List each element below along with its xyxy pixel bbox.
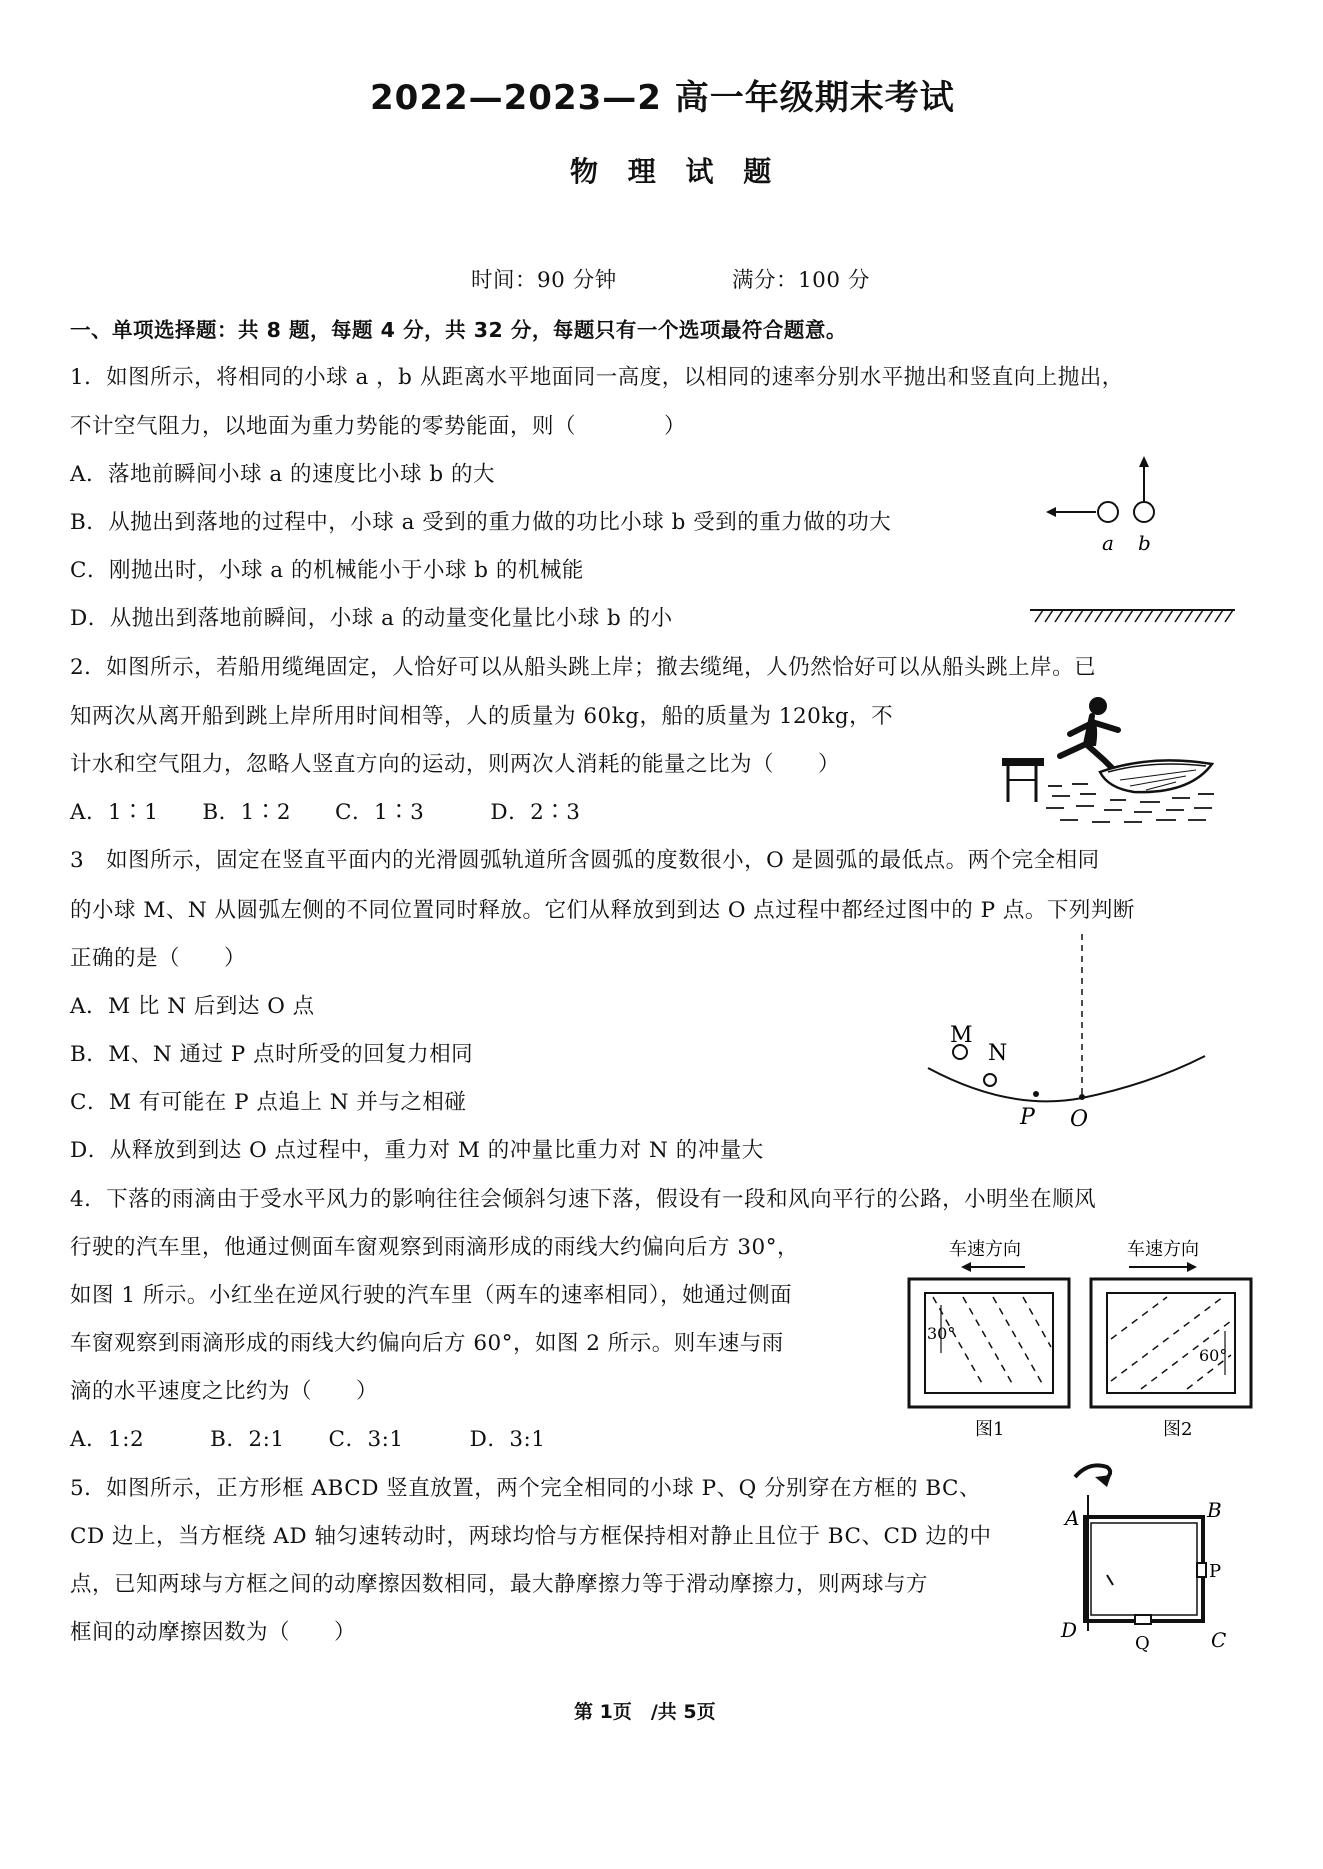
- label-o: O: [1070, 1107, 1089, 1130]
- q3-stem-line2: 的小球 M、N 从圆弧左侧的不同位置同时释放。它们从释放到到达 O 点过程中都经过图中的 P 点。下列判断: [70, 898, 1135, 923]
- q1-option-c: C．刚抛出时，小球 a 的机械能小于小球 b 的机械能: [70, 558, 584, 583]
- q3-stem-line1: 3 如图所示，固定在竖直平面内的光滑圆弧轨道所含圆弧的度数很小，O 是圆弧的最低点。两个完全相同: [70, 848, 1100, 873]
- q3-option-c: C．M 有可能在 P 点追上 N 并与之相碰: [70, 1090, 467, 1115]
- q5-figure: [1055, 1455, 1245, 1665]
- q3-option-b: B．M、N 通过 P 点时所受的回复力相同: [70, 1042, 474, 1067]
- q1-option-a: A．落地前瞬间小球 a 的速度比小球 b 的大: [70, 462, 495, 487]
- q4-stem-line4: 车窗观察到雨滴形成的雨线大约偏向后方 60°，如图 2 所示。则车速与雨: [70, 1331, 784, 1356]
- ball-q: [1135, 1615, 1151, 1624]
- fig2-angle-label: 60°: [1199, 1346, 1228, 1365]
- q2-options: A．1∶1 B．1∶2 C．1∶3 D．2∶3: [70, 800, 581, 825]
- q5-stem-line2: CD 边上，当方框绕 AD 轴匀速转动时，两球均恰与方框保持相对静止且位于 BC、CD 边的中: [70, 1524, 992, 1549]
- q1-stem-line2: 不计空气阻力，以地面为重力势能的零势能面，则（ ）: [70, 414, 687, 439]
- q3-figure: [920, 930, 1220, 1130]
- ball-n: [984, 1074, 996, 1086]
- label-n: N: [988, 1041, 1008, 1066]
- fig1-angle-label: 30°: [927, 1324, 956, 1343]
- q2-stem-line1: 2．如图所示，若船用缆绳固定，人恰好可以从船头跳上岸；撤去缆绳，人仍然恰好可以从船头跳上岸。已: [70, 655, 1097, 680]
- q5-stem-line1: 5．如图所示，正方形框 ABCD 竖直放置，两个完全相同的小球 P、Q 分别穿在方框的 BC、: [70, 1476, 982, 1501]
- q5-stem-line4: 框间的动摩擦因数为（ ）: [70, 1620, 357, 1645]
- label-b: B: [1207, 1498, 1222, 1522]
- label-c: C: [1211, 1628, 1227, 1652]
- ball-b: [1134, 502, 1154, 522]
- label-m: M: [950, 1023, 973, 1048]
- person-head: [1089, 697, 1107, 715]
- q4-stem-line1: 4．下落的雨滴由于受水平风力的影响往往会倾斜匀速下落，假设有一段和风向平行的公路，小明坐在顺风: [70, 1187, 1097, 1212]
- label-a: A: [1065, 1506, 1080, 1530]
- fig2-direction-label: 车速方向: [1127, 1239, 1199, 1260]
- fig1-caption: 图1: [975, 1419, 1005, 1440]
- label-p: P: [1209, 1561, 1222, 1582]
- fig2-caption: 图2: [1163, 1419, 1193, 1440]
- q1-option-d: D．从抛出到落地前瞬间，小球 a 的动量变化量比小球 b 的小: [70, 606, 673, 631]
- q5-stem-line3: 点，已知两球与方框之间的动摩擦因数相同，最大静摩擦力等于滑动摩擦力，则两球与方: [70, 1572, 929, 1597]
- page-number: 第 1页 /共 5页: [574, 1701, 716, 1723]
- q4-stem-line3: 如图 1 所示。小红坐在逆风行驶的汽车里（两车的速率相同），她通过侧面: [70, 1283, 793, 1308]
- q3-option-a: A．M 比 N 后到达 O 点: [70, 994, 315, 1019]
- q2-figure: [1000, 690, 1220, 830]
- fig1-direction-label: 车速方向: [949, 1239, 1021, 1260]
- label-a: a: [1102, 531, 1114, 555]
- q4-figures: [905, 1235, 1260, 1450]
- q1-stem-line1: 1．如图所示，将相同的小球 a ，b 从距离水平地面同一高度，以相同的速率分别水平抛出和竖直向上抛出，: [70, 365, 1124, 390]
- q3-stem-line3: 正确的是（ ）: [70, 946, 247, 971]
- point-o: [1079, 1094, 1085, 1100]
- fig2-rain-lines: [1111, 1297, 1231, 1389]
- fig2-window-inner: [1107, 1293, 1235, 1393]
- label-p: P: [1020, 1105, 1035, 1130]
- q2-stem-line3: 计水和空气阻力，忽略人竖直方向的运动，则两次人消耗的能量之比为（ ）: [70, 752, 841, 777]
- exam-full-score: 满分：100 分: [732, 268, 870, 293]
- exam-time: 时间：90 分钟: [471, 268, 617, 293]
- q4-options: A．1:2 B．2:1 C．3:1 D．3:1: [70, 1427, 546, 1452]
- exam-subject: 物 理 试 题: [570, 155, 782, 188]
- q4-stem-line5: 滴的水平速度之比约为（ ）: [70, 1379, 379, 1404]
- ground-hatch: [1035, 610, 1233, 622]
- q1-figure: [1030, 450, 1240, 630]
- arc-track: [928, 1056, 1205, 1101]
- label-d: D: [1061, 1618, 1078, 1642]
- q4-stem-line2: 行驶的汽车里，他通过侧面车窗观察到雨滴形成的雨线大约偏向后方 30°，: [70, 1235, 799, 1260]
- point-p: [1033, 1091, 1039, 1097]
- label-q: Q: [1135, 1633, 1150, 1654]
- q3-option-d: D．从释放到到达 O 点过程中，重力对 M 的冲量比重力对 N 的冲量大: [70, 1138, 764, 1163]
- square-frame: [1085, 1517, 1203, 1621]
- label-b: b: [1138, 531, 1151, 555]
- fig2-window-outer: [1091, 1279, 1251, 1407]
- q1-option-b: B．从抛出到落地的过程中，小球 a 受到的重力做的功比小球 b 受到的重力做的功大: [70, 510, 892, 535]
- exam-title: 2022—2023—2 高一年级期末考试: [370, 78, 955, 118]
- section-heading: 一、单项选择题：共 8 题，每题 4 分，共 32 分，每题只有一个选项最符合题意。: [70, 318, 847, 342]
- ball-p: [1197, 1563, 1206, 1577]
- ball-a: [1098, 502, 1118, 522]
- q2-stem-line2: 知两次从离开船到跳上岸所用时间相等，人的质量为 60kg，船的质量为 120kg，不: [70, 704, 894, 729]
